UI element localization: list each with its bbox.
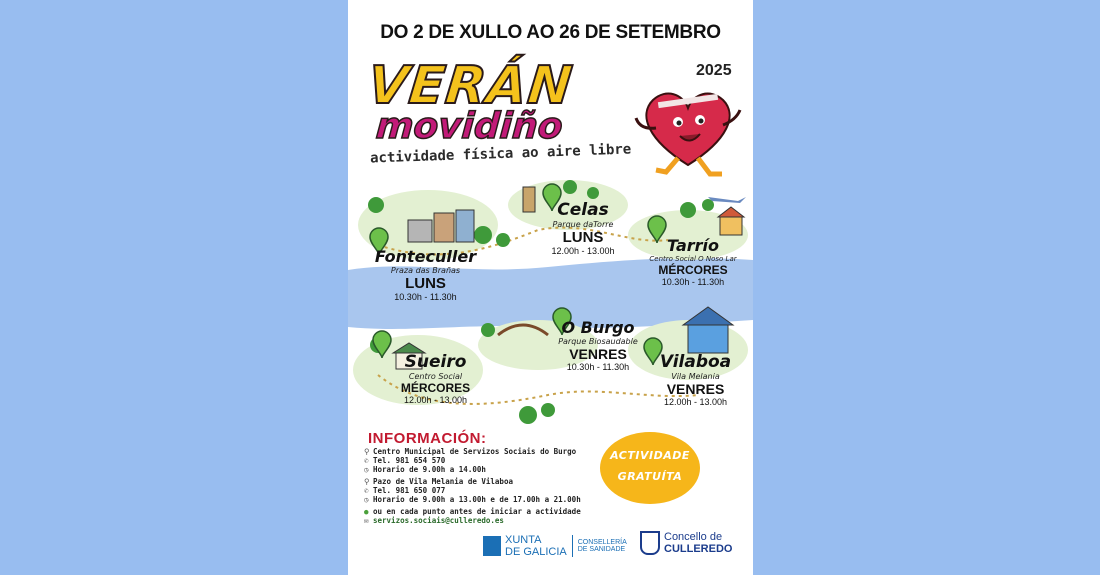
location-place: Praza das Brañas <box>390 266 461 275</box>
concello-name-2: CULLEREDO <box>664 543 733 555</box>
info-line: ◷ Horario de 9.00h a 13.00h e de 17.00h a 21.00h <box>364 495 581 504</box>
info-line: ◷ Horario de 9.00h a 14.00h <box>364 465 486 474</box>
location-pin-icon: ⚲ <box>364 477 370 486</box>
info-line: ● ou en cada punto antes de iniciar a actividade <box>364 507 581 516</box>
location-place: Vila Melania <box>671 372 720 381</box>
phone-icon: ✆ <box>364 456 369 465</box>
info-line: ✆ Tel. 981 650 077 <box>364 486 446 495</box>
info-line: ⚲ Centro Municipal de Servizos Sociais do Burgo <box>364 447 577 456</box>
logo-divider <box>572 535 573 557</box>
location-name: O Burgo <box>561 318 635 337</box>
location-day: MÉRCORES <box>400 381 471 395</box>
xunta-name-2: DE GALICIA <box>505 546 567 558</box>
location-o-burgo <box>553 318 643 372</box>
location-time: 12.00h - 13.00h <box>403 395 468 405</box>
info-line: ⚲ Pazo de Vila Melania de Vilaboa <box>364 477 513 486</box>
location-day: VENRES <box>666 381 725 397</box>
location-day: LUNS <box>405 275 446 292</box>
location-name: Vilaboa <box>659 352 732 372</box>
subtitle: actividade física ao aire libre <box>369 141 632 167</box>
location-tarrio <box>638 236 748 287</box>
location-pin-icon: ⚲ <box>364 447 370 456</box>
clock-icon: ◷ <box>364 495 369 504</box>
conselleria-2: DE SANIDADE <box>577 546 626 553</box>
title-veran: VERÁN <box>364 56 576 116</box>
badge-line-1: ACTIVIDADE <box>610 449 690 462</box>
xunta-emblem-icon <box>483 536 501 556</box>
location-celas <box>543 200 623 256</box>
location-time: 12.00h - 13.00h <box>663 397 728 407</box>
year-label: 2025 <box>696 62 732 79</box>
info-list <box>364 447 581 525</box>
dates-banner: DO 2 DE XULLO AO 26 DE SETEMBRO <box>380 22 721 43</box>
location-name: Sueiro <box>404 352 467 372</box>
clock-icon: ◷ <box>364 465 369 474</box>
location-time: 10.30h - 11.30h <box>394 292 457 302</box>
location-place: Parque daTorre <box>552 220 614 229</box>
location-name: Fonteculler <box>374 247 477 266</box>
location-time: 12.00h - 13.00h <box>551 246 615 256</box>
location-day: LUNS <box>562 229 604 246</box>
free-activity-badge <box>600 432 700 504</box>
location-place: Centro Social O Noso Lar <box>649 255 737 263</box>
heart-mascot-illustration <box>628 70 748 180</box>
info-email[interactable]: ✉ servizos.sociais@culleredo.es <box>364 516 504 525</box>
badge-line-2: GRATUÍTA <box>617 470 683 483</box>
location-place: Parque Biosaudable <box>558 337 638 346</box>
concello-shield-icon <box>640 531 660 555</box>
location-day: MÉRCORES <box>658 263 728 277</box>
xunta-name-1: XUNTA <box>505 534 542 546</box>
info-title: INFORMACIÓN: <box>368 430 487 447</box>
location-time: 10.30h - 11.30h <box>566 362 630 372</box>
green-pin-icon: ● <box>364 507 369 516</box>
title-movidino: movidiño <box>374 106 564 147</box>
conselleria-1: CONSELLERÍA <box>577 539 627 546</box>
location-vilaboa <box>648 352 743 407</box>
info-line: ✆ Tel. 981 654 570 <box>364 456 446 465</box>
poster <box>348 0 753 575</box>
concello-logo <box>640 531 732 555</box>
location-time: 10.30h - 11.30h <box>661 277 725 287</box>
location-place: Centro Social <box>408 372 463 381</box>
location-sueiro <box>388 352 483 405</box>
mail-icon: ✉ <box>364 516 369 525</box>
location-name: Celas <box>557 200 609 220</box>
phone-icon: ✆ <box>364 486 369 495</box>
location-fonteculler <box>368 247 483 302</box>
location-name: Tarrío <box>666 236 720 255</box>
concello-name-1: Concello de <box>664 531 723 543</box>
xunta-logo <box>483 534 627 558</box>
location-day: VENRES <box>569 346 627 362</box>
